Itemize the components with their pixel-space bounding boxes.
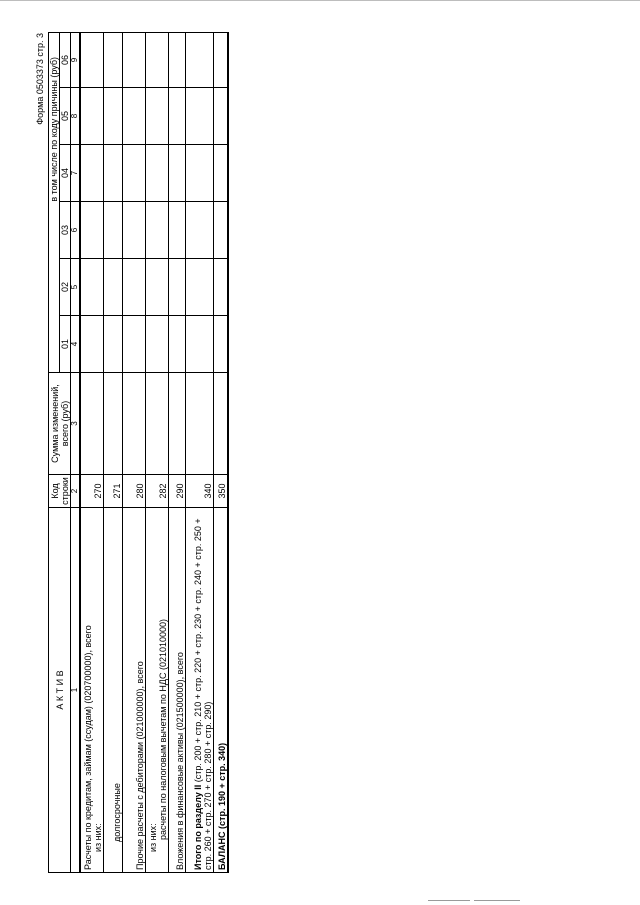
row-code: 340 (185, 475, 213, 508)
row-code: 271 (103, 475, 122, 508)
value-cell[interactable] (103, 32, 122, 87)
value-cell[interactable] (80, 32, 103, 87)
column-number: 4 (71, 316, 81, 373)
row-code: 350 (213, 475, 228, 508)
column-number: 6 (71, 202, 81, 259)
row-label-bold: Итого по разделу II (192, 784, 203, 870)
column-number: 1 (71, 508, 81, 873)
row-code: 282 (145, 475, 168, 508)
value-cell[interactable] (168, 32, 185, 87)
value-cell[interactable] (213, 259, 228, 316)
value-cell[interactable] (122, 202, 145, 259)
value-cell[interactable] (213, 316, 228, 373)
scan-mark (428, 900, 470, 901)
row-label-text: Расчеты по кредитам, займам (ссудам) (020700000), всего (82, 625, 93, 870)
balance-table (48, 32, 229, 873)
scan-edge-line (0, 0, 640, 1)
value-cell[interactable] (122, 32, 145, 87)
value-cell[interactable] (145, 259, 168, 316)
value-cell[interactable] (168, 259, 185, 316)
header-reason-02: 02 (60, 259, 71, 316)
value-cell[interactable] (80, 145, 103, 202)
table-row (185, 32, 213, 872)
row-code: 280 (122, 475, 145, 508)
table-row (103, 32, 122, 872)
value-cell[interactable] (122, 145, 145, 202)
header-code: Код строки (49, 475, 71, 508)
header-reason-05: 05 (60, 88, 71, 145)
value-cell[interactable] (145, 202, 168, 259)
row-label (145, 508, 168, 873)
row-label: Вложения в финансовые активы (021500000), всего (168, 508, 185, 873)
value-cell[interactable] (185, 88, 213, 145)
value-cell[interactable] (103, 259, 122, 316)
column-number: 8 (71, 88, 81, 145)
value-cell[interactable] (213, 373, 228, 475)
row-label: долгосрочные (103, 508, 122, 873)
value-cell[interactable] (122, 316, 145, 373)
row-label: БАЛАНС (стр. 190 + стр. 340) (213, 508, 228, 873)
value-cell[interactable] (185, 202, 213, 259)
table-row (145, 32, 168, 872)
value-cell[interactable] (80, 259, 103, 316)
value-cell[interactable] (145, 373, 168, 475)
table-row (213, 32, 228, 872)
row-code: 270 (80, 475, 103, 508)
column-number: 3 (71, 373, 81, 475)
value-cell[interactable] (103, 202, 122, 259)
value-cell[interactable] (103, 316, 122, 373)
table-row (80, 32, 103, 872)
value-cell[interactable] (122, 259, 145, 316)
header-reason-01: 01 (60, 316, 71, 373)
row-label (80, 508, 103, 873)
column-number: 9 (71, 32, 81, 87)
header-reason-03: 03 (60, 202, 71, 259)
table-row (168, 32, 185, 872)
value-cell[interactable] (168, 88, 185, 145)
value-cell[interactable] (80, 202, 103, 259)
value-cell[interactable] (80, 88, 103, 145)
value-cell[interactable] (185, 32, 213, 87)
header-reason-06: 06 (60, 32, 71, 87)
value-cell[interactable] (145, 145, 168, 202)
value-cell[interactable] (213, 88, 228, 145)
value-cell[interactable] (145, 32, 168, 87)
value-cell[interactable] (80, 316, 103, 373)
column-number: 7 (71, 145, 81, 202)
header-sum: Сумма изменений, всего (руб) (49, 373, 71, 475)
header-assets: А К Т И В (49, 508, 71, 873)
value-cell[interactable] (168, 373, 185, 475)
value-cell[interactable] (213, 32, 228, 87)
header-reasons-group: в том числе по коду причины (руб) (49, 32, 60, 372)
value-cell[interactable] (103, 145, 122, 202)
value-cell[interactable] (122, 373, 145, 475)
row-label-text: расчеты по налоговым вычетам по НДС (021010000) (157, 618, 168, 840)
value-cell[interactable] (185, 316, 213, 373)
value-cell[interactable] (185, 145, 213, 202)
value-cell[interactable] (185, 373, 213, 475)
value-cell[interactable] (185, 259, 213, 316)
value-cell[interactable] (145, 316, 168, 373)
value-cell[interactable] (168, 202, 185, 259)
value-cell[interactable] (168, 145, 185, 202)
row-label-rest: (стр. 200 + стр. 210 + стр. 220 + стр. 230 + стр. 240 + стр. 250 + стр. 260 + стр. 270 + стр. 280 + стр. 290) (192, 518, 213, 870)
column-number: 5 (71, 259, 81, 316)
value-cell[interactable] (145, 88, 168, 145)
row-sublabel: из них: (147, 823, 158, 852)
value-cell[interactable] (213, 202, 228, 259)
value-cell[interactable] (103, 88, 122, 145)
value-cell[interactable] (168, 316, 185, 373)
row-label (185, 508, 213, 873)
header-reason-04: 04 (60, 145, 71, 202)
value-cell[interactable] (213, 145, 228, 202)
value-cell[interactable] (103, 373, 122, 475)
column-number: 2 (71, 475, 81, 508)
row-code: 290 (168, 475, 185, 508)
row-label: Прочие расчеты с дебиторами (021000000), всего (122, 508, 145, 873)
row-sublabel: из них: (92, 823, 103, 852)
scan-mark (474, 900, 520, 901)
form-reference: Форма 0503373 стр. 3 (35, 33, 45, 125)
value-cell[interactable] (80, 373, 103, 475)
table-row (122, 32, 145, 872)
value-cell[interactable] (122, 88, 145, 145)
